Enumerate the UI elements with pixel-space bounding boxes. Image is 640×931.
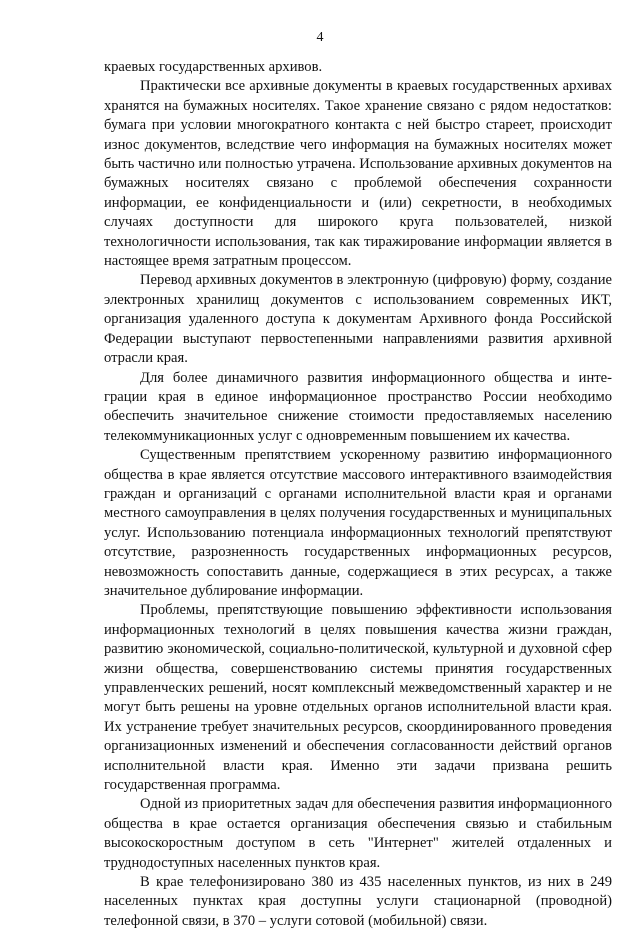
- paragraph: Для более динамичного развития информационного общества и интеграции края в единое информационное пространство России необходимо обеспечить значительное снижение стоимости предоставляемых населению телекоммуникационных услуг с одновременным повышением их качества.: [104, 369, 612, 444]
- paragraph: Одной из приоритетных задач для обеспечения развития информационного общества в крае остается организация обеспечения связью и стабильным высокоскоростным доступом в сеть "Интернет" жителей отдаленных и труднодоступных населенных пунктов края.: [104, 796, 612, 871]
- paragraph: Проблемы, препятствующие повышению эффективности использования информационных технологий в целях повышения качества жизни граждан, развитию экономической, социально-политической, культурной и духовной сфер жизни общества, совершенствованию системы принятия государственных управленческих решений, носят комплексный межведомственный характер и не могут быть решены на уровне отдельных органов исполнительной власти края. Их устранение требует значительных ресурсов, скоординированного проведения организационных изменений и обеспечения согласованности действий органов исполнительной власти края. Именно эти задачи призвана решить государственная программа.: [104, 602, 612, 794]
- paragraph: Перевод архивных документов в электронную (цифровую) форму, создание электронных хранилищ документов с использованием современных ИКТ, организация удаленного доступа к документам Архивного фонда Российской Федерации выступают первостепенными направлениями развития архивной отрасли края.: [104, 272, 612, 367]
- document-body: [104, 58, 612, 931]
- paragraph: Практически все архивные документы в краевых государственных архивах хранятся на бумажных носителях. Такое хранение связано с рядом недостатков: бумага при условии многократного контакта с ней быстро стареет, происходит износ документов, вследствие чего информация на бумажных носителях может быть частично или полностью утрачена. Использование архивных документов на бумажных носителях связано с проблемой обеспечения сохранности информации, ее конфиденциальности и (или) секретности, в необходимых случаях доступности для широкого круга пользователей, низкой технологичности использования, так как тиражирование информации является в настоящее время затратным процессом.: [104, 78, 612, 270]
- page-number: 4: [316, 30, 324, 45]
- paragraph: В крае телефонизировано 380 из 435 населенных пунктов, из них в 249 населенных пунктах края доступны услуги стационарной (проводной) телефонной связи, в 370 – услуги сотовой (мобильной) связи.: [104, 874, 612, 929]
- paragraph: Существенным препятствием ускоренному развитию информационного общества в крае является отсутствие массового интерактивного взаимодействия граждан и организаций с органами исполнительной власти края и органами местного самоуправления в целях получения государственных и муниципальных услуг. Использованию потенциала информационных технологий препятствуют отсутствие, разрозненность государственных информационных ресурсов, невозможность сопоставить данные, содержащиеся в этих ресурсах, а также значительное дублирование информации.: [104, 447, 612, 599]
- paragraph: краевых государственных архивов.: [104, 59, 323, 75]
